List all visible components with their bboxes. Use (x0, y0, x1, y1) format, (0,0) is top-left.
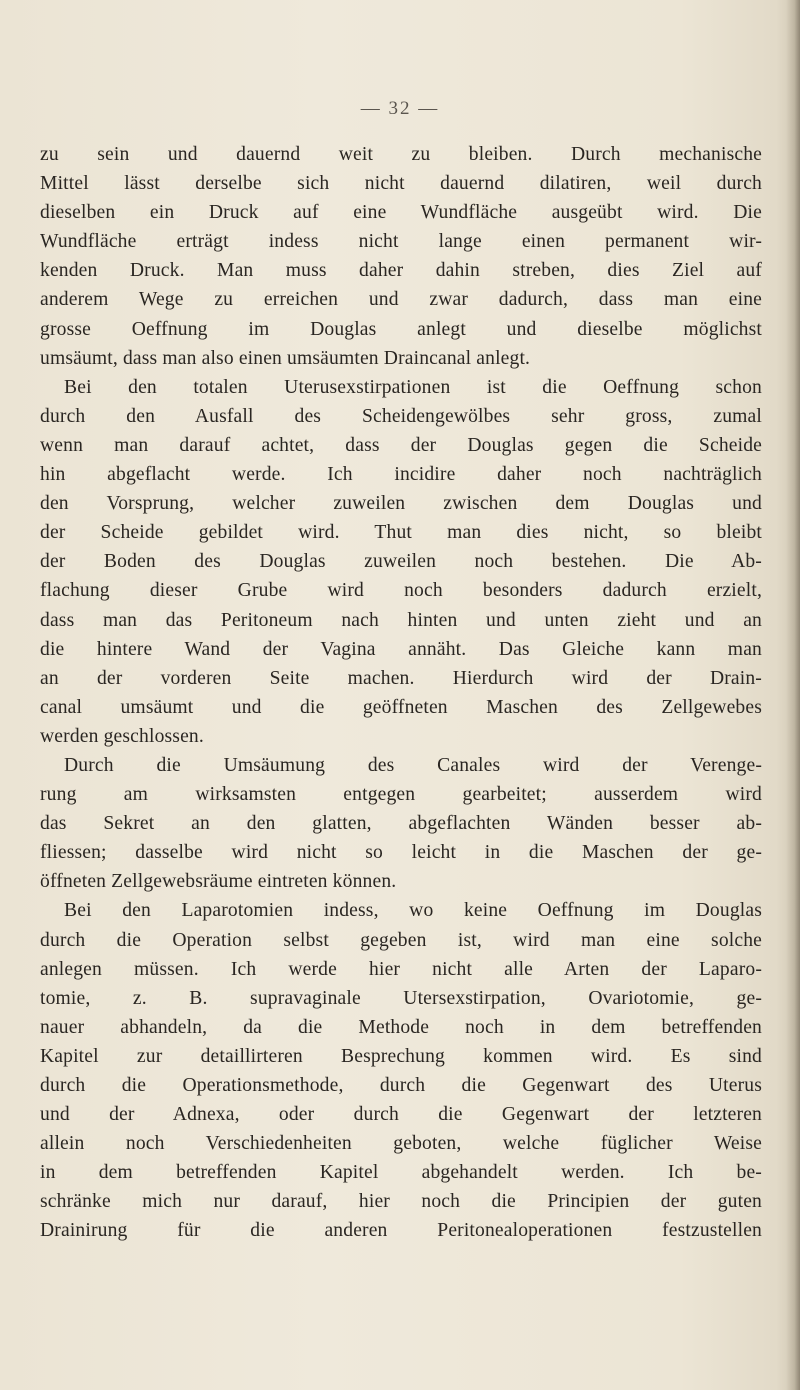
text-line: tomie, z. B. supravaginale Utersexstirpation, Ovariotomie, ge- (40, 987, 762, 1009)
text-line: schränke mich nur darauf, hier noch die Principien der guten (40, 1191, 762, 1213)
text-line: durch die Operation selbst gegeben ist, wird man eine solche (40, 929, 762, 951)
text-line: und der Adnexa, oder durch die Gegenwart der letzteren (40, 1104, 762, 1126)
text-line: Bei den Laparotomien indess, wo keine Oeffnung im Douglas (64, 900, 762, 922)
text-line: hin abgeflacht werde. Ich incidire daher noch nachträglich (40, 464, 762, 486)
text-line: Wundfläche erträgt indess nicht lange einen permanent wir- (40, 231, 762, 253)
page-number: — 32 — (360, 98, 440, 119)
text-line: anlegen müssen. Ich werde hier nicht alle Arten der Laparo- (40, 958, 762, 980)
text-line: allein noch Verschiedenheiten geboten, welche füglicher Weise (40, 1133, 762, 1155)
text-line: nauer abhandeln, da die Methode noch in dem betreffenden (40, 1016, 762, 1038)
text-line: dass man das Peritoneum nach hinten und unten zieht und an (40, 609, 762, 631)
text-line: canal umsäumt und die geöffneten Maschen des Zellgewebes (40, 696, 762, 718)
text-line: an der vorderen Seite machen. Hierdurch wird der Drain- (40, 667, 762, 689)
text-line: fliessen; dasselbe wird nicht so leicht in die Maschen der ge- (40, 842, 762, 864)
page-edge-shadow (786, 0, 800, 1390)
text-line: wenn man darauf achtet, dass der Douglas gegen die Scheide (40, 434, 762, 456)
text-line: dieselben ein Druck auf eine Wundfläche ausgeübt wird. Die (40, 202, 762, 224)
text-line: werden geschlossen. (40, 725, 204, 747)
paragraph (40, 373, 762, 751)
text-line: umsäumt, dass man also einen umsäumten Draincanal anlegt. (40, 347, 531, 369)
text-line: der Scheide gebildet wird. Thut man dies nicht, so bleibt (40, 522, 762, 544)
text-line: durch die Operationsmethode, durch die Gegenwart des Uterus (40, 1075, 762, 1096)
text-line: kenden Druck. Man muss daher dahin streben, dies Ziel auf (40, 260, 762, 282)
paragraph (40, 140, 762, 373)
text-line: in dem betreffenden Kapitel abgehandelt werden. Ich be- (40, 1162, 762, 1184)
text-line: Kapitel zur detaillirteren Besprechung kommen wird. Es sind (40, 1045, 762, 1067)
text-line: das Sekret an den glatten, abgeflachten Wänden besser ab- (40, 813, 762, 835)
text-line: Mittel lässt derselbe sich nicht dauernd dilatiren, weil durch (40, 173, 762, 195)
body-text (40, 140, 762, 1246)
text-line: anderem Wege zu erreichen und zwar dadurch, dass man eine (40, 289, 762, 311)
paragraph (40, 896, 762, 1245)
text-line: grosse Oeffnung im Douglas anlegt und dieselbe möglichst (40, 318, 762, 340)
text-line: rung am wirksamsten entgegen gearbeitet; ausserdem wird (40, 784, 762, 806)
text-line: zu sein und dauernd weit zu bleiben. Durch mechanische (40, 144, 762, 165)
text-line: die hintere Wand der Vagina annäht. Das Gleiche kann man (40, 638, 762, 660)
text-line: durch den Ausfall des Scheidengewölbes sehr gross, zumal (40, 405, 762, 427)
text-line: Drainirung für die anderen Peritonealoperationen festzustellen (40, 1220, 762, 1242)
text-line: Bei den totalen Uterusexstirpationen ist die Oeffnung schon (64, 376, 762, 398)
text-line: flachung dieser Grube wird noch besonders dadurch erzielt, (40, 580, 762, 602)
text-line: Durch die Umsäumung des Canales wird der Verenge- (64, 754, 762, 776)
paragraph (40, 751, 762, 896)
text-line: der Boden des Douglas zuweilen noch bestehen. Die Ab- (40, 551, 762, 573)
text-line: den Vorsprung, welcher zuweilen zwischen dem Douglas und (40, 493, 762, 515)
text-line: öffneten Zellgewebsräume eintreten können. (40, 871, 397, 893)
